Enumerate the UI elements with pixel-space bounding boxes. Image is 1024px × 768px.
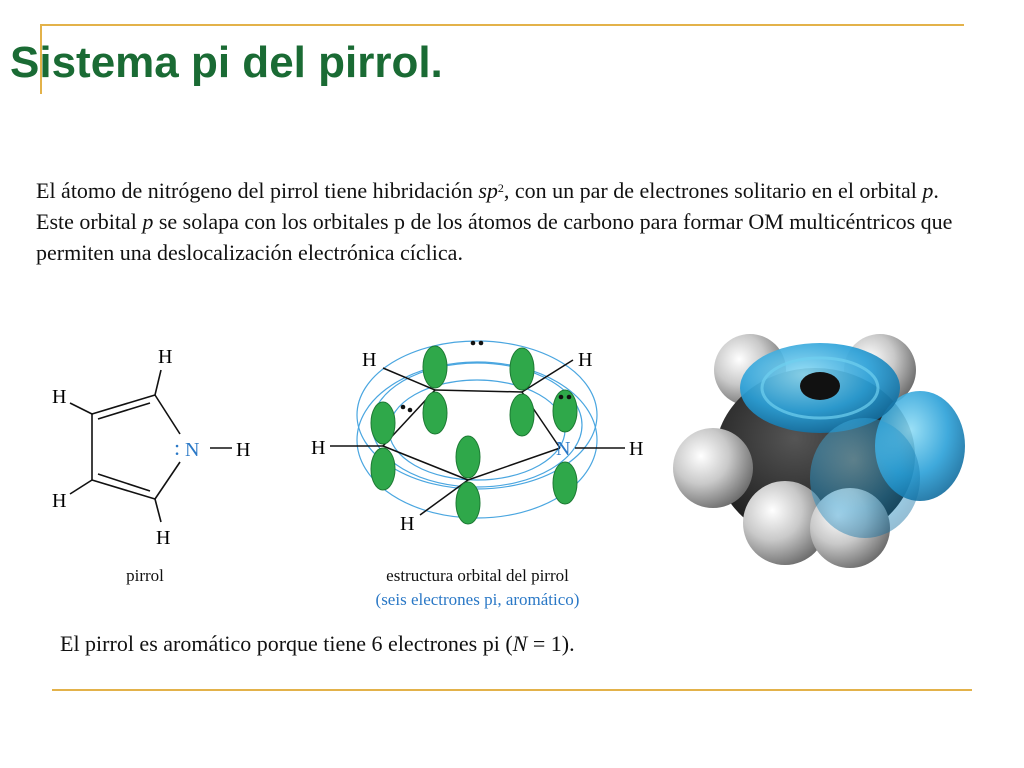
para-part1: El átomo de nitrógeno del pirrol tiene hibridación bbox=[36, 178, 479, 203]
para-p1: p bbox=[922, 178, 934, 203]
orb-atom-n: N bbox=[556, 438, 571, 460]
caption-pirrol: pirrol bbox=[126, 566, 164, 585]
intro-paragraph bbox=[36, 175, 956, 268]
para-part3: . Este orbital bbox=[36, 178, 939, 234]
para-p2: p bbox=[142, 209, 154, 234]
atom-n: N bbox=[185, 439, 200, 461]
atom-h-n: H bbox=[236, 439, 251, 461]
atom-h-bottom: H bbox=[156, 527, 171, 549]
para-part4: se solapa con los orbitales p de los átomos de carbono para formar OM multicéntricos que permiten una deslocalización electrónica cíclica. bbox=[36, 209, 953, 265]
bottom-rule bbox=[52, 689, 972, 691]
para-sp: sp bbox=[478, 178, 498, 203]
orb-atom-h-bottom: H bbox=[400, 513, 415, 530]
top-rule bbox=[40, 24, 964, 26]
atom-h-left-top: H bbox=[52, 386, 67, 408]
lone-pair-dots: : bbox=[174, 435, 181, 460]
caption-orbital: estructura orbital del pirrol bbox=[386, 566, 569, 585]
orb-atom-h-left: H bbox=[311, 437, 326, 459]
orbital-structure-figure bbox=[305, 330, 660, 530]
conclusion-part2: = 1). bbox=[527, 631, 575, 656]
conclusion-text bbox=[60, 631, 575, 657]
pyrrole-structure-figure bbox=[40, 340, 280, 570]
atom-h-top: H bbox=[158, 346, 173, 368]
slide-title: Sistema pi del pirrol. bbox=[10, 38, 443, 87]
orb-atom-h-top-left: H bbox=[362, 349, 377, 371]
atom-h-left-bottom: H bbox=[52, 490, 67, 512]
para-part2: , con un par de electrones solitario en el orbital bbox=[503, 178, 923, 203]
para-sup: 2 bbox=[497, 181, 504, 195]
conclusion-part1: El pirrol es aromático porque tiene 6 electrones pi ( bbox=[60, 631, 513, 656]
caption-orbital-sub: (seis electrones pi, aromático) bbox=[375, 590, 580, 609]
orb-atom-h-top-right: H bbox=[578, 349, 593, 371]
conclusion-n: N bbox=[512, 631, 528, 656]
space-filling-model-image bbox=[665, 328, 965, 588]
orb-atom-h-right: H bbox=[629, 438, 644, 460]
